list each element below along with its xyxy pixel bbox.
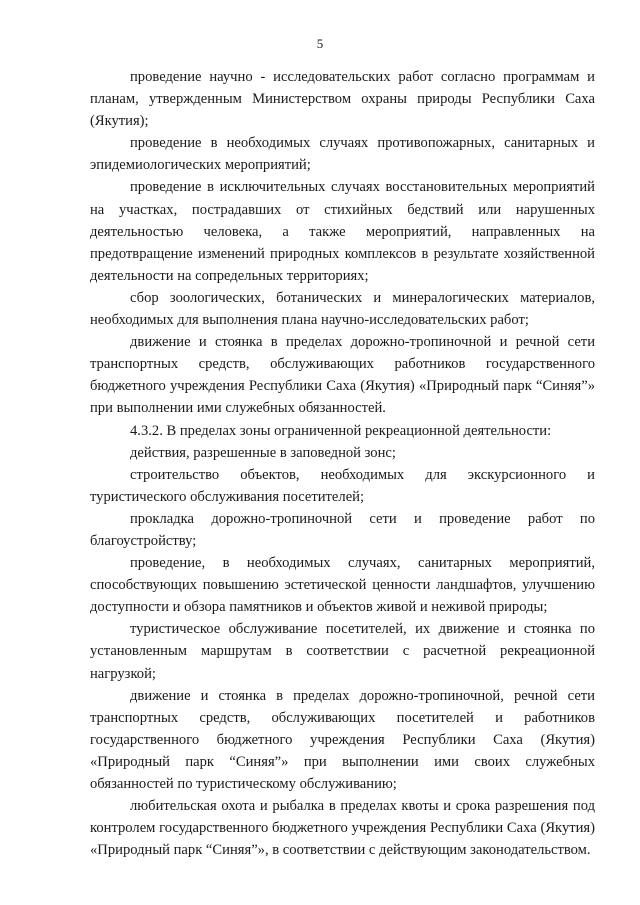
paragraph-reserve-zone-actions: действия, разрешенные в заповедной зонс; <box>130 444 396 461</box>
page-number: 5 <box>316 36 324 51</box>
paragraph-trail-network: прокладка дорожно-тропиночной сети и проведение работ по благоустройству; <box>90 510 595 549</box>
paragraph-vehicle-movement-visitors: движение и стоянка в пределах дорожно-тропиночной, речной сети транспортных средств, обслуживающих посетителей и работников государственного бюджетного учреждения Республики Саха (Якутия) «Природный парк “Синяя”» при выполнении ими своих служебных обязанностей по туристическому обслуживанию; <box>90 687 595 792</box>
paragraph-construction: строительство объектов, необходимых для экскурсионного и туристического обслуживания посетителей; <box>90 466 595 505</box>
paragraph-tourist-service: туристическое обслуживание посетителей, их движение и стоянка по установленным маршрутам в соответствии с расчетной рекреационной нагрузкой; <box>90 621 595 682</box>
paragraph-sanitary-measures: проведение, в необходимых случаях, санитарных мероприятий, способствующих повышению эстетической ценности ландшафтов, улучшению доступности и обзора памятников и объектов живой и неживой природы; <box>90 555 595 616</box>
paragraph-fire-sanitary: проведение в необходимых случаях противопожарных, санитарных и эпидемиологических мероприятий; <box>90 135 595 174</box>
paragraph-vehicle-movement-staff: движение и стоянка в пределах дорожно-тропиночной и речной сети транспортных средств, обслуживающих работников государственного бюджетного учреждения Республики Саха (Якутия) «Природный парк “Синяя”» при выполнении ими служебных обязанностей. <box>90 334 595 417</box>
paragraph-restoration: проведение в исключительных случаях восстановительных мероприятий на участках, пострадавших от стихийных бедствий или нарушенных деятельностью человека, а также мероприятий, направленных на предотвращение изменений природных комплексов в результате хозяйственной деятельности на сопредельных территориях; <box>90 179 595 284</box>
document-body <box>90 66 595 861</box>
paragraph-research: проведение научно - исследовательских работ согласно программам и планам, утвержденным Министерством охраны природы Республики Саха (Якутия); <box>90 69 595 130</box>
paragraph-hunting-fishing: любительская охота и рыбалка в пределах квоты и срока разрешения под контролем государственного бюджетного учреждения Республики Саха (Якутия) «Природный парк “Синяя”», в соответствии с действующим законодательством. <box>90 798 595 859</box>
paragraph-collection: сбор зоологических, ботанических и минералогических материалов, необходимых для выполнения плана научно-исследовательских работ; <box>90 289 595 329</box>
section-heading-4-3-2: 4.3.2. В пределах зоны ограниченной рекреационной деятельности: <box>130 422 552 439</box>
